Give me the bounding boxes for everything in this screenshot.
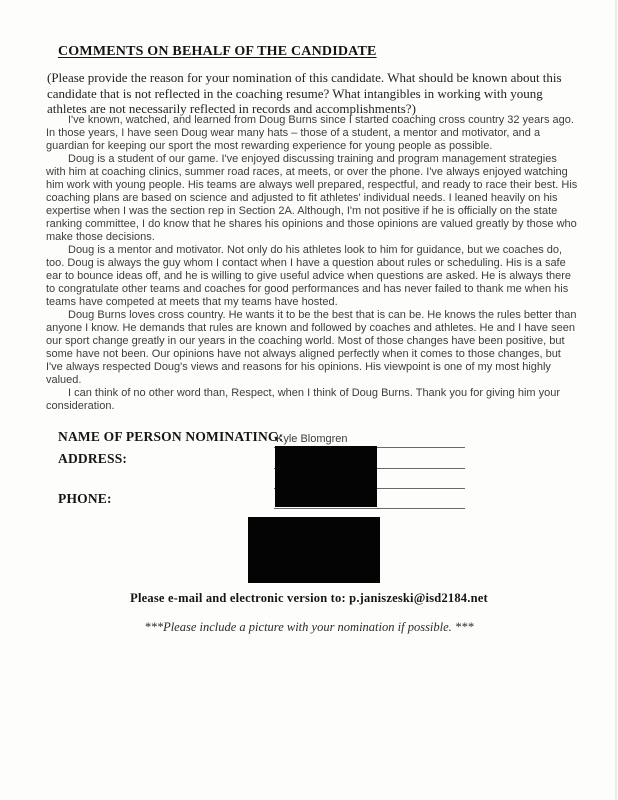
phone-label: PHONE:: [58, 491, 112, 506]
redaction-box-address: [275, 446, 377, 507]
form-line-phone: [274, 508, 465, 509]
comments-paragraph: Doug is a student of our game. I've enjoyed discussing training and program management strategies with him at coaching clinics, summer road races, at meets, or over the phone. I've always enjoyed watching him work with young people. His teams are always well prepared, respectful, and ready to race their best. His coaching plans are based on science and adjusted to fit athletes' individual needs. I leaned heavily on his expertise when I was the section rep in Section 2A. Although, I'm not positive if he is officially on the state ranking committee, I do know that he shares his opinions and those opinions are valued greatly by those who make those decisions.: [46, 153, 578, 243]
nominator-name-value: Kyle Blomgren: [276, 433, 348, 445]
name-of-person-nominating-label: NAME OF PERSON NOMINATING:: [58, 429, 284, 444]
comments-paragraph: I can think of no other word than, Respect, when I think of Doug Burns. Thank you for giving him your consideration.: [46, 387, 561, 412]
nomination-prompt-text: (Please provide the reason for your nomination of this candidate. What should be known about this candidate that is not reflected in the coaching resume? What intangibles in working with young athletes are not necessarily reflected in records and accomplishments?): [47, 70, 562, 116]
section-heading: COMMENTS ON BEHALF OF THE CANDIDATE: [58, 44, 377, 59]
redaction-box-phone: [248, 517, 380, 583]
comments-paragraph: Doug is a mentor and motivator. Not only do his athletes look to him for guidance, but we coaches do, too. Doug is always the guy whom I contact when I have a question about rules or scheduling. His is a safe ear to bounce ideas off, and he is willing to give useful advice when questions are asked. He is always there to congratulate other teams and coaches for good performances and has never failed to thank me when his teams have competed at meets that my teams have hosted.: [46, 244, 572, 308]
comments-paragraph: Doug Burns loves cross country. He wants it to be the best that is can be. He knows the rules better than anyone I know. He demands that rules are known and followed by coaches and athletes. He and I have seen our sport change greatly in our years in the coaching world. Most of those changes have been positive, but some have not been. Our opinions have not always aligned perfectly when it comes to those changes, but I've always respected Doug's views and reasons for his opinions. His viewpoint is one of my most highly valued.: [46, 309, 577, 386]
picture-note-line: ***Please include a picture with your nomination if possible. ***: [144, 620, 474, 634]
scan-edge-artifact: [615, 0, 617, 800]
address-label: ADDRESS:: [58, 451, 128, 466]
comments-body: [46, 114, 578, 413]
email-instruction-line: Please e-mail and electronic version to: p.janiszeski@isd2184.net: [130, 591, 488, 605]
comments-paragraph: I've known, watched, and learned from Doug Burns since I started coaching cross country 32 years ago. In those years, I have seen Doug wear many hats – those of a student, a mentor and motivator, and a guardian for keeping our sport the most rewarding experience for young people as possible.: [46, 114, 574, 152]
